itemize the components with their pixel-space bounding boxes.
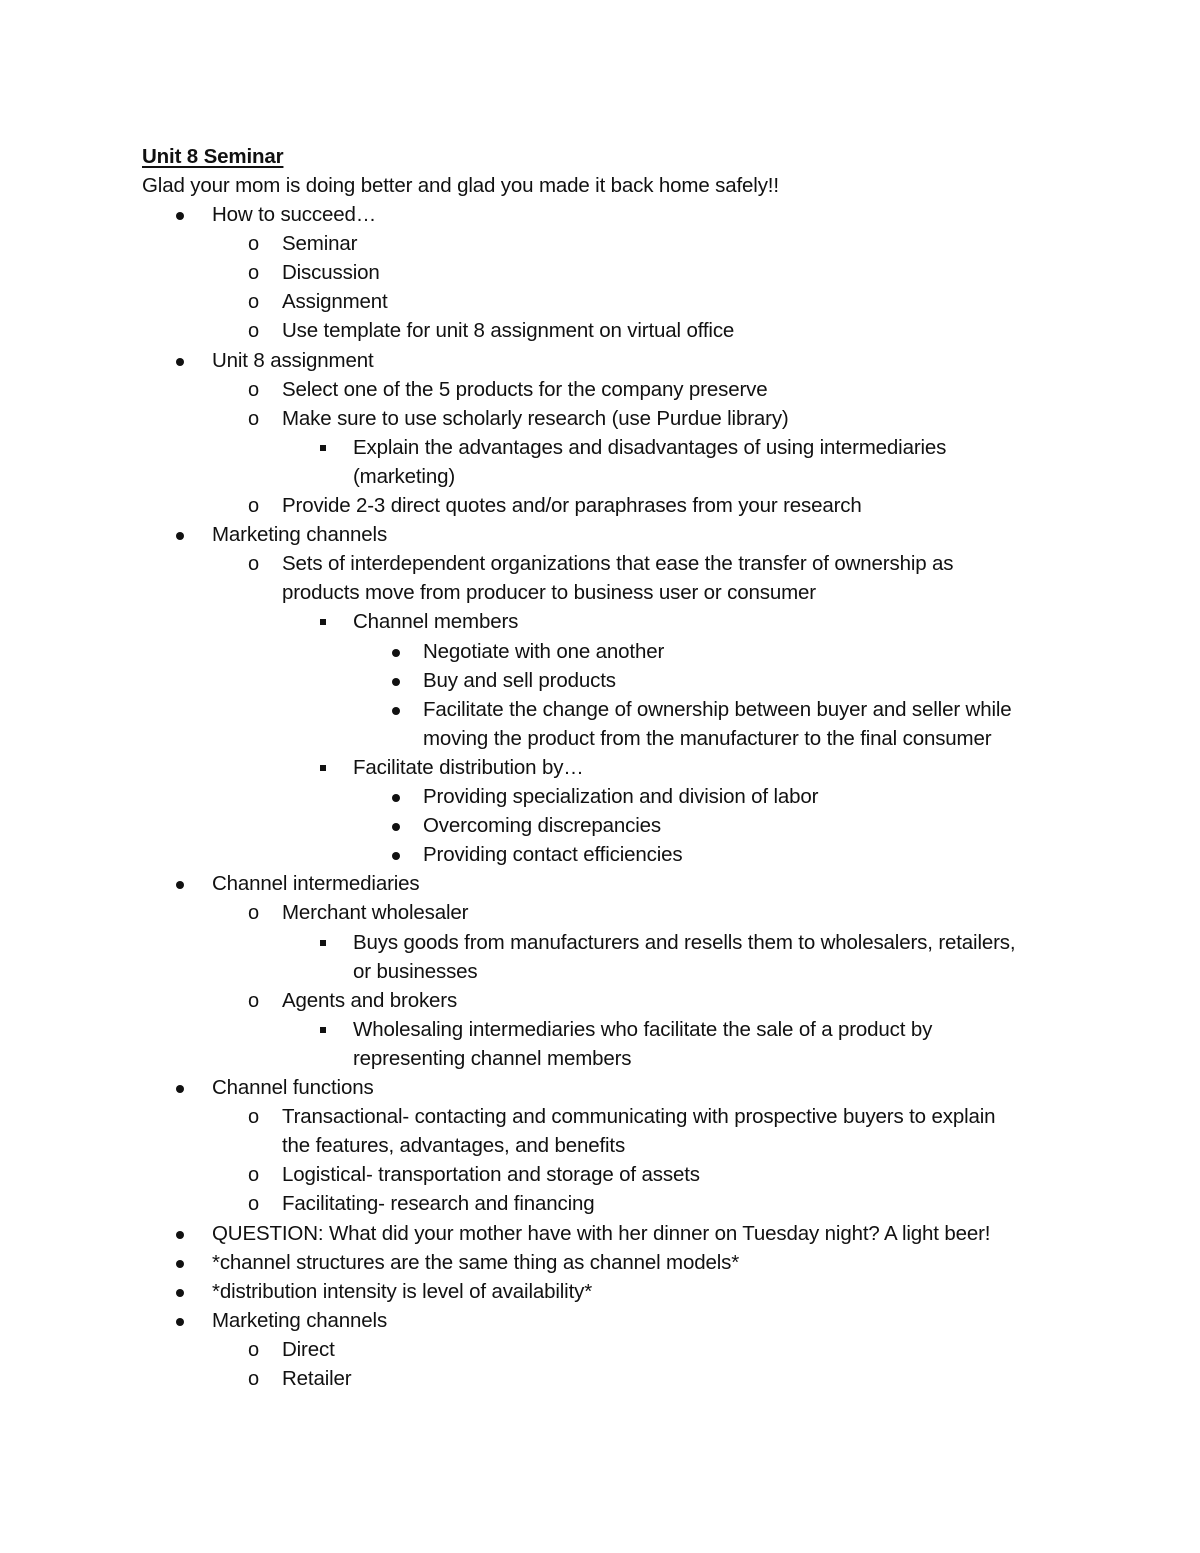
outline-item-level-1: Marketing channels <box>212 523 388 546</box>
outline-item-level-4: Providing contact efficiencies <box>423 843 683 866</box>
bullet-dot-icon <box>176 1085 184 1093</box>
bullet-circle-icon: o <box>248 233 260 255</box>
bullet-dot-icon <box>176 881 184 889</box>
outline-item-level-2: Sets of interdependent organizations that ease the transfer of ownership as <box>282 552 954 575</box>
outline-item-level-1: QUESTION: What did your mother have with her dinner on Tuesday night? A light beer! <box>212 1222 991 1245</box>
bullet-dot-icon <box>176 212 184 220</box>
outline-item-level-1: Marketing channels <box>212 1309 388 1332</box>
bullet-circle-icon: o <box>248 1193 260 1215</box>
outline-item-level-2: Transactional- contacting and communicating with prospective buyers to explain <box>282 1105 996 1128</box>
bullet-circle-icon: o <box>248 291 260 313</box>
bullet-dot-icon <box>176 1260 184 1268</box>
outline-item-level-1: Unit 8 assignment <box>212 349 374 372</box>
outline-item-level-2: Logistical- transportation and storage of assets <box>282 1163 700 1186</box>
bullet-circle-icon: o <box>248 1164 260 1186</box>
page-title: Unit 8 Seminar <box>142 145 284 168</box>
bullet-square-icon <box>320 445 326 451</box>
bullet-dot-icon <box>392 649 400 657</box>
bullet-circle-icon: o <box>248 902 260 924</box>
bullet-circle-icon: o <box>248 1368 260 1390</box>
bullet-dot-icon <box>176 1318 184 1326</box>
bullet-square-icon <box>320 765 326 771</box>
outline-item-level-2: Retailer <box>282 1367 352 1390</box>
bullet-dot-icon <box>176 1289 184 1297</box>
outline-item-level-1: Channel functions <box>212 1076 374 1099</box>
bullet-circle-icon: o <box>248 408 260 430</box>
outline-item-level-3: Facilitate distribution by… <box>353 756 584 779</box>
outline-item-level-1: *channel structures are the same thing as channel models* <box>212 1251 740 1274</box>
bullet-dot-icon <box>392 678 400 686</box>
outline-item-level-2: Make sure to use scholarly research (use Purdue library) <box>282 407 789 430</box>
outline-item-level-4: Overcoming discrepancies <box>423 814 661 837</box>
bullet-dot-icon <box>176 532 184 540</box>
bullet-circle-icon: o <box>248 495 260 517</box>
outline-item-level-4: Providing specialization and division of labor <box>423 785 819 808</box>
outline-item-level-3: Explain the advantages and disadvantages of using intermediaries <box>353 436 947 459</box>
bullet-dot-icon <box>392 823 400 831</box>
outline-item-level-2: Discussion <box>282 261 380 284</box>
outline-item-level-2: Seminar <box>282 232 358 255</box>
bullet-dot-icon <box>176 1231 184 1239</box>
outline-item-level-2: Use template for unit 8 assignment on virtual office <box>282 319 735 342</box>
outline-item-level-1: *distribution intensity is level of availability* <box>212 1280 593 1303</box>
outline-item-level-2: Merchant wholesaler <box>282 901 469 924</box>
intro-text: Glad your mom is doing better and glad you made it back home safely!! <box>142 174 779 197</box>
outline-item-level-2: products move from producer to business user or consumer <box>282 581 816 604</box>
outline-item-level-2: the features, advantages, and benefits <box>282 1134 626 1157</box>
outline-item-level-1: Channel intermediaries <box>212 872 420 895</box>
bullet-circle-icon: o <box>248 990 260 1012</box>
bullet-square-icon <box>320 1027 326 1033</box>
bullet-dot-icon <box>392 852 400 860</box>
bullet-circle-icon: o <box>248 320 260 342</box>
bullet-square-icon <box>320 619 326 625</box>
outline-item-level-4: Facilitate the change of ownership between buyer and seller while <box>423 698 1012 721</box>
bullet-circle-icon: o <box>248 1339 260 1361</box>
outline-item-level-2: Assignment <box>282 290 388 313</box>
bullet-circle-icon: o <box>248 379 260 401</box>
outline-item-level-3: (marketing) <box>353 465 456 488</box>
bullet-dot-icon <box>392 707 400 715</box>
outline-item-level-3: Buys goods from manufacturers and resells them to wholesalers, retailers, <box>353 931 1016 954</box>
outline-item-level-2: Facilitating- research and financing <box>282 1192 595 1215</box>
outline-item-level-4: moving the product from the manufacturer to the final consumer <box>423 727 992 750</box>
outline-item-level-3: representing channel members <box>353 1047 632 1070</box>
outline-item-level-2: Provide 2-3 direct quotes and/or paraphrases from your research <box>282 494 862 517</box>
bullet-dot-icon <box>392 794 400 802</box>
outline-item-level-1: How to succeed… <box>212 203 377 226</box>
outline-item-level-3: Channel members <box>353 610 519 633</box>
bullet-square-icon <box>320 940 326 946</box>
bullet-circle-icon: o <box>248 1106 260 1128</box>
bullet-circle-icon: o <box>248 262 260 284</box>
outline-item-level-2: Agents and brokers <box>282 989 458 1012</box>
bullet-circle-icon: o <box>248 553 260 575</box>
bullet-dot-icon <box>176 358 184 366</box>
outline-item-level-3: or businesses <box>353 960 478 983</box>
outline-item-level-2: Select one of the 5 products for the company preserve <box>282 378 768 401</box>
outline-item-level-4: Buy and sell products <box>423 669 616 692</box>
outline-item-level-3: Wholesaling intermediaries who facilitate the sale of a product by <box>353 1018 933 1041</box>
outline-item-level-4: Negotiate with one another <box>423 640 665 663</box>
outline-item-level-2: Direct <box>282 1338 335 1361</box>
